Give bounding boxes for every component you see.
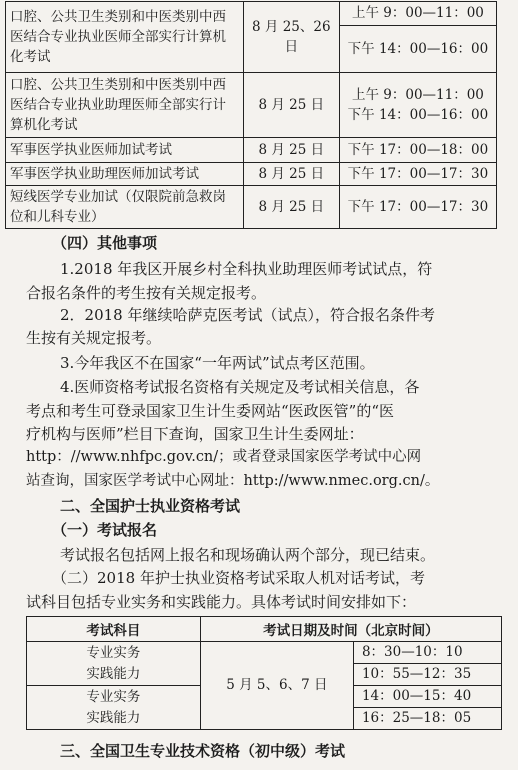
section-heading-professional-tech-exam: 三、全国卫生专业技术资格（初中级）考试 xyxy=(60,742,346,760)
table-row xyxy=(6,163,497,186)
exam-time-slot: 下午 14：00—16：00 xyxy=(347,107,489,123)
exam-time xyxy=(339,73,496,138)
exam-time-slot: 8：30—10：10 xyxy=(353,642,501,664)
exam-time: 下午 17：00—17：30 xyxy=(339,163,496,186)
exam-date: 8 月 25、26 日 xyxy=(243,2,339,73)
table-row xyxy=(27,642,502,664)
exam-subject: 军事医学执业助理医师加试考试 xyxy=(6,163,244,186)
paragraph-line: 站查询，国家医学考试中心网址：http://www.nmec.org.cn/。 xyxy=(26,473,440,489)
paragraph-line: 考试报名包括网上报名和现场确认两个部分，现已结束。 xyxy=(60,546,436,564)
exam-date: 8 月 25 日 xyxy=(243,163,339,186)
table-row xyxy=(6,73,497,138)
column-header-subject: 考试科目 xyxy=(27,617,201,642)
paragraph-line: 考点和考生可登录国家卫生计生委网站“医政医管”的“医 xyxy=(26,402,395,420)
table-row xyxy=(6,138,497,163)
exam-subject: 专业实务 xyxy=(86,644,141,661)
nurse-exam-schedule-table xyxy=(26,616,502,730)
paragraph-line: 3.今年我区不在国家“一年两试”试点考区范围。 xyxy=(60,354,375,372)
section-heading-nurse-exam: 二、全国护士执业资格考试 xyxy=(60,497,241,515)
exam-date: 8 月 25 日 xyxy=(243,186,339,229)
paragraph-line: 试科目包括专业实务和实践能力。具体考试时间安排如下： xyxy=(26,593,417,611)
exam-date: 8 月 25 日 xyxy=(243,73,339,138)
exam-time-slot: 16：25—18：05 xyxy=(353,708,501,730)
exam-subject: 短线医学专业加试（仅限院前急救岗位和儿科专业） xyxy=(6,186,244,229)
paragraph-line: （二）2018 年护士执业资格考试采取人机对话考试，考 xyxy=(52,569,425,587)
exam-time xyxy=(339,2,496,73)
paragraph-line: 疗机构与医师”栏目下查询，国家卫生计生委网址： xyxy=(26,425,364,443)
physician-exam-schedule-table xyxy=(5,1,497,229)
exam-time: 下午 17：00—17：30 xyxy=(339,186,496,229)
exam-subject: 军事医学执业医师加试考试 xyxy=(6,138,244,163)
exam-time-slot: 下午 14：00—16：00 xyxy=(347,41,489,57)
table-row xyxy=(6,2,497,73)
exam-subject-group xyxy=(27,686,201,730)
exam-subject: 实践能力 xyxy=(86,709,141,726)
exam-time-slot: 上午 9：00—11：00 xyxy=(351,87,484,103)
table-header-row xyxy=(27,617,502,642)
exam-time-slot: 10：55—12：35 xyxy=(353,664,501,686)
exam-time: 下午 17：00—18：00 xyxy=(339,138,496,163)
exam-date: 5 月 5、6、7 日 xyxy=(200,642,353,730)
paragraph-line: 1.2018 年我区开展乡村全科执业助理医师考试试点，符 xyxy=(60,260,433,278)
exam-subject: 口腔、公共卫生类别和中医类别中西医结合专业执业医师全部实行计算机化考试 xyxy=(6,2,244,73)
exam-time-slot: 上午 9：00—11：00 xyxy=(340,2,496,26)
subsection-heading-registration: （一）考试报名 xyxy=(52,521,158,539)
paragraph-line: 2．2018 年继续哈萨克医考试（试点），符合报名条件考 xyxy=(60,306,435,324)
table-row xyxy=(6,186,497,229)
paragraph-line: 4.医师资格考试报名资格有关规定及考试相关信息，各 xyxy=(60,378,420,396)
exam-subject-group xyxy=(27,642,201,686)
exam-time-slot: 14：00—15：40 xyxy=(353,686,501,708)
paragraph-line: 生按有关规定报考。 xyxy=(26,329,162,347)
column-header-datetime: 考试日期及时间（北京时间） xyxy=(200,617,501,642)
exam-subject: 专业实务 xyxy=(86,688,141,705)
paragraph-line: http：//www.nhfpc.gov.cn/；或者登录国家医学考试中心网 xyxy=(26,449,422,465)
section-heading-other-matters: （四）其他事项 xyxy=(52,234,158,252)
exam-subject: 口腔、公共卫生类别和中医类别中西医结合专业执业助理医师全部实行计算机化考试 xyxy=(6,73,244,138)
paragraph-line: 合报名条件的考生按有关规定报考。 xyxy=(26,284,267,302)
exam-date: 8 月 25 日 xyxy=(243,138,339,163)
exam-subject: 实践能力 xyxy=(86,665,141,682)
